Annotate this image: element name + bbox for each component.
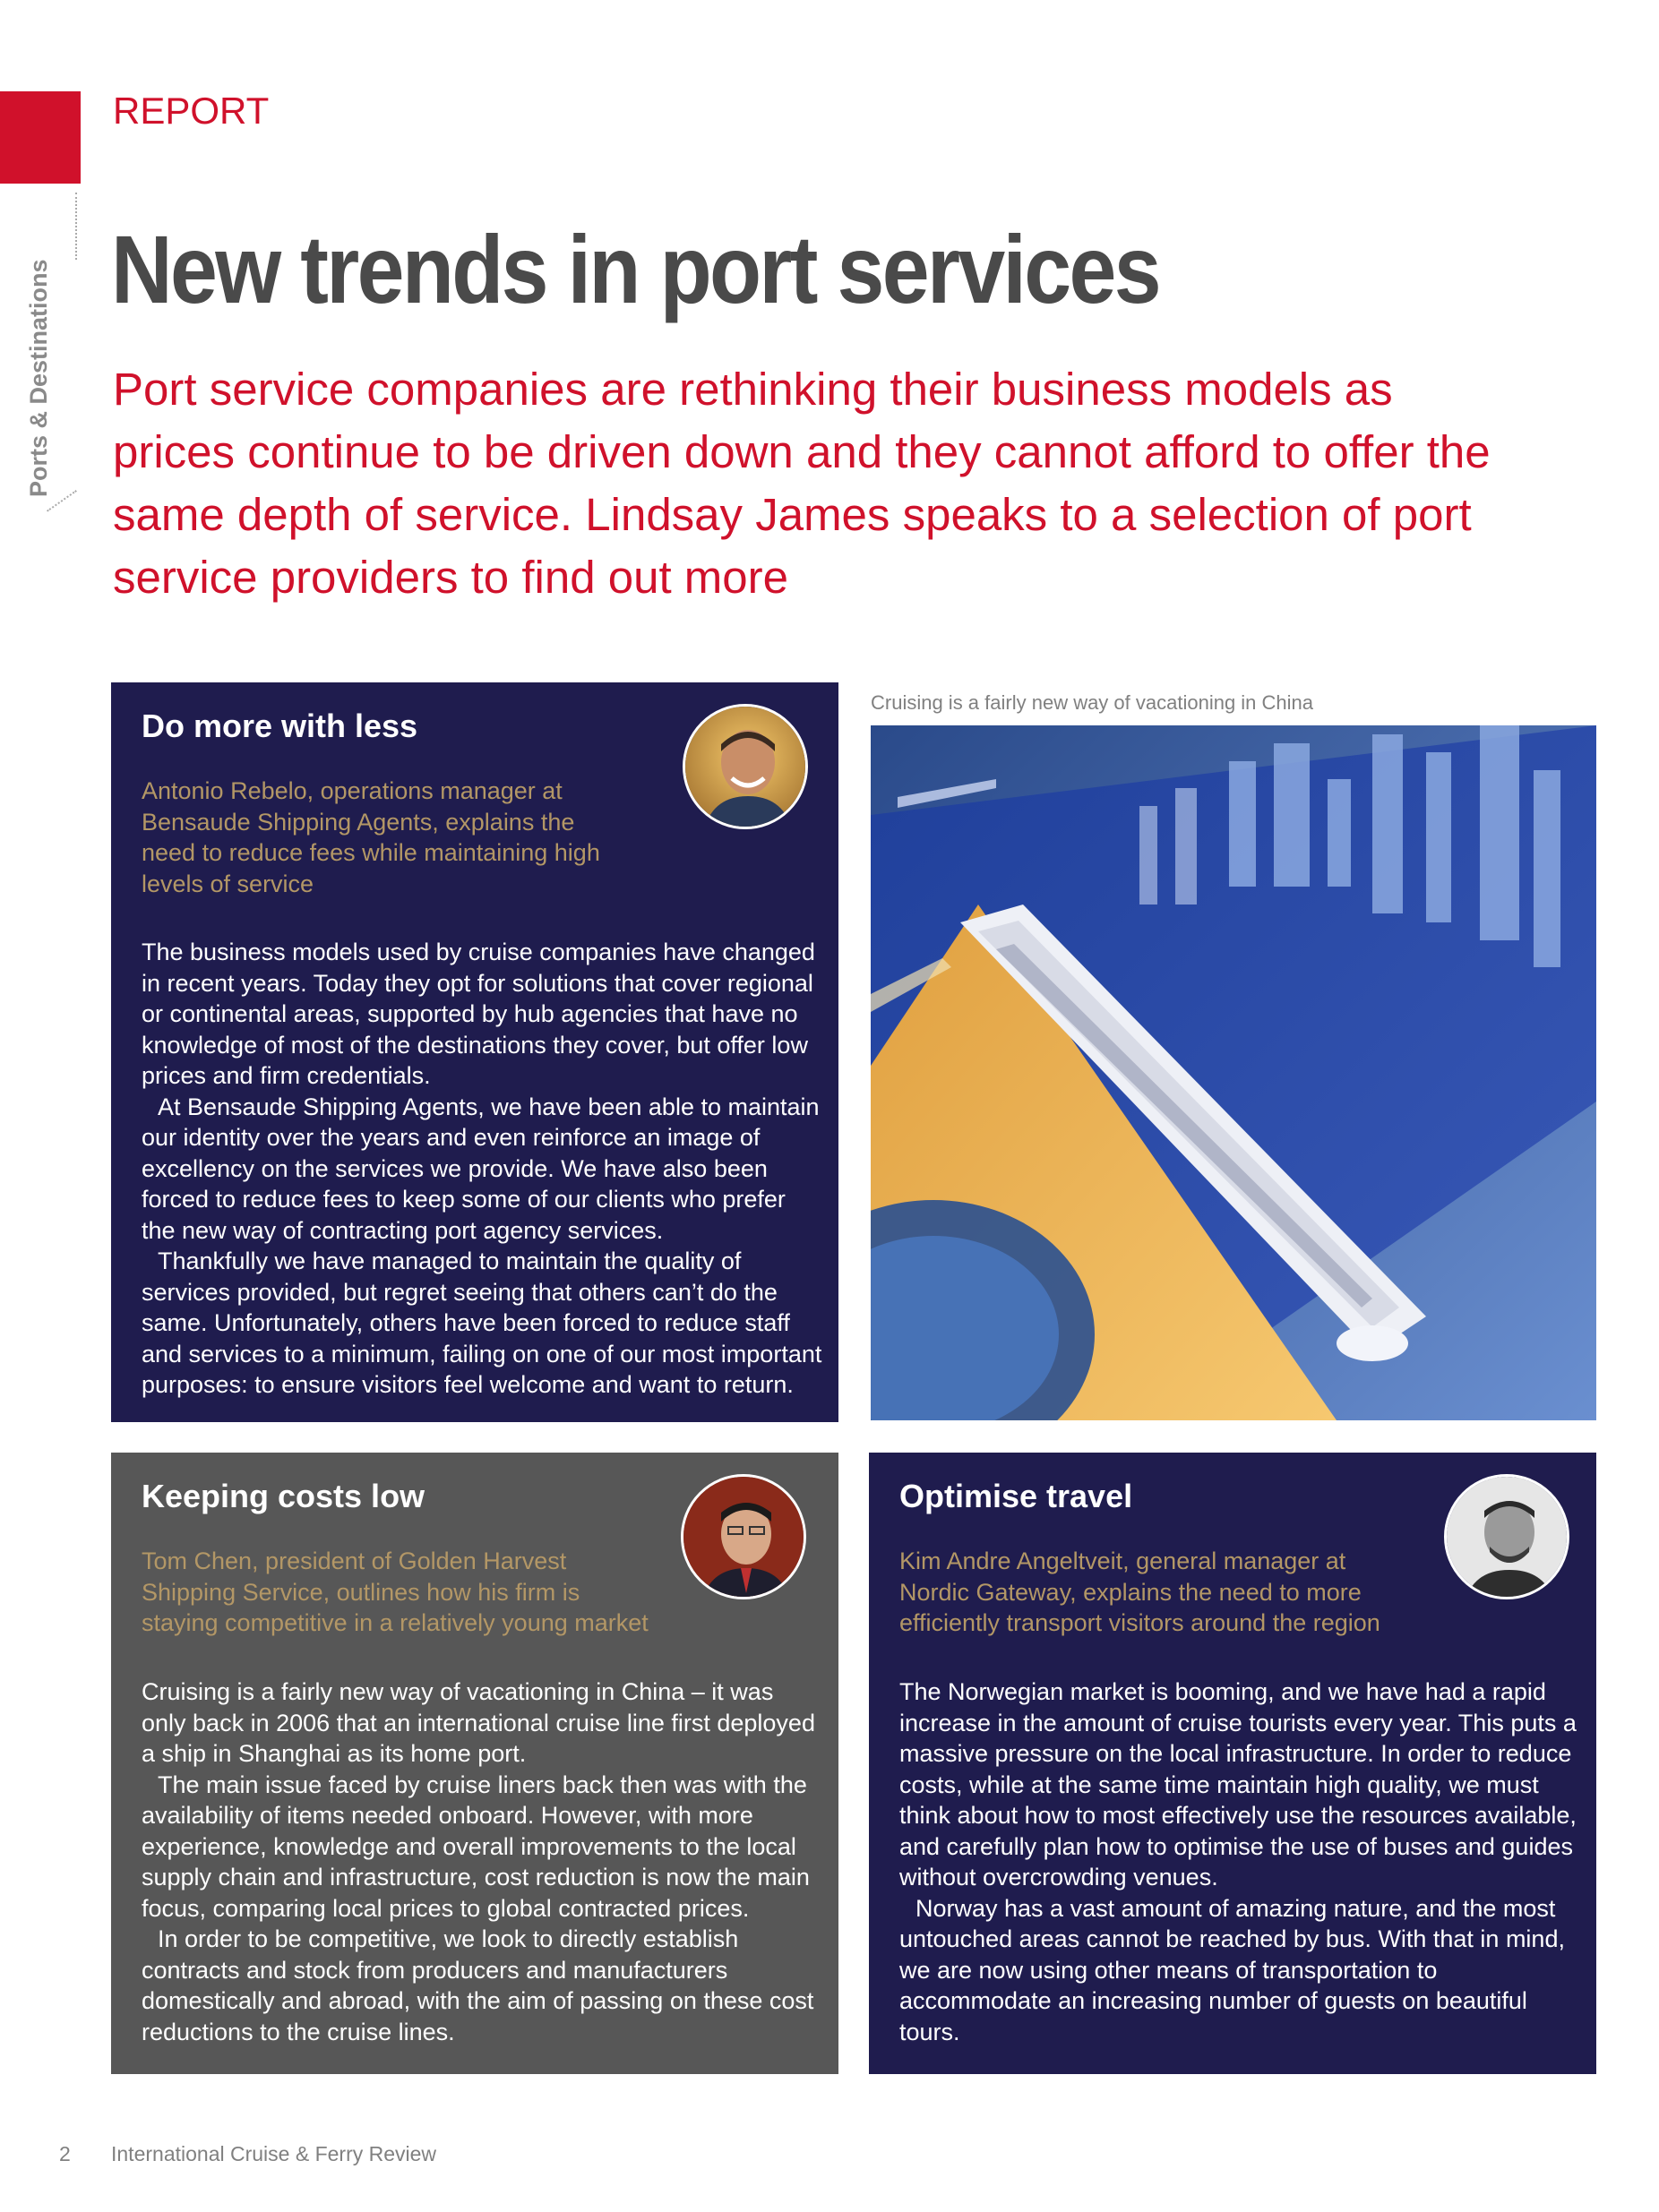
photo-caption: Cruising is a fairly new way of vacationing in China [871,691,1314,714]
portrait-tom-chen [681,1474,806,1599]
page-number: 2 [59,2142,71,2165]
paragraph: Thankfully we have managed to maintain the quality of services provided, but regret seeing that others can’t do the same. Unfortunately, others have been forced to reduce staff and services to a minimum, failing on one of our most important purposes: to ensure visitors feel welcome and want to return. [142,1247,822,1398]
paragraph: The Norwegian market is booming, and we have had a rapid increase in the amount of cruise tourists every year. This puts a massive pressure on the local infrastructure. In order to reduce costs, while at the same time maintain high quality, we must think about how to most effectively use the resources available, and carefully plan how to optimise the use of buses and guides without overcrowding venues. [899,1678,1577,1890]
standfirst: Port service companies are rethinking their business models as prices continue to be driven down and they cannot afford to offer the same depth of service. Lindsay James speaks to a selection of port service providers to find out more [113,364,1491,603]
box-title: Keeping costs low [142,1478,425,1514]
box-body [142,1676,822,2047]
paragraph: In order to be competitive, we look to directly establish contracts and stock from producers and manufacturers domestically and abroad, with the aim of passing on these cost reductions to the cruise lines. [142,1925,814,2045]
sidebar-box-do-more-with-less [111,682,838,1422]
box-title: Optimise travel [899,1478,1133,1514]
side-dotted-line-lower [47,490,91,533]
box-body [899,1676,1580,2047]
box-title: Do more with less [142,707,418,744]
side-dotted-line [75,193,77,260]
paragraph: Norway has a vast amount of amazing nature, and the most untouched areas cannot be reached by bus. With that in mind, we are now using other means of transportation to accommodate an increasing number of guests on beautiful tours. [899,1894,1565,2045]
paragraph: At Bensaude Shipping Agents, we have been able to maintain our identity over the years and even reinforce an image of excellency on the services we provide. We have also been forced to reduce fees to keep some of our clients who prefer the new way of contracting port agency services. [142,1093,820,1244]
box-body [142,937,822,1401]
side-section-label: Ports & Destinations [25,259,52,497]
section-label: REPORT [113,90,270,132]
box-intro: Tom Chen, president of Golden Harvest Shipping Service, outlines how his firm is staying competitive in a relatively young market [142,1548,649,1636]
sidebar-box-keeping-costs-low [111,1453,838,2074]
headline: New trends in port services [111,215,1159,323]
section-color-tab [0,91,81,184]
cruise-ship-photo [871,725,1596,1420]
paragraph: Cruising is a fairly new way of vacationing in China – it was only back in 2006 that an international cruise line first deployed a ship in Shanghai as its home port. [142,1678,815,1767]
portrait-kim-andre-angeltveit [1444,1474,1569,1599]
paragraph: The main issue faced by cruise liners back then was with the availability of items needed onboard. However, with more experience, knowledge and overall improvements to the local supply chain and infrastructure, cost reduction is now the main focus, comparing local prices to global contracted prices. [142,1770,810,1922]
paragraph: The business models used by cruise companies have changed in recent years. Today they opt for solutions that cover regional or continental areas, supported by hub agencies that have no knowledge of most of the destinations they cover, but offer low prices and firm credentials. [142,939,815,1089]
box-intro: Kim Andre Angeltveit, general manager at Nordic Gateway, explains the need to more efficiently transport visitors around the region [899,1548,1380,1636]
box-intro: Antonio Rebelo, operations manager at Bensaude Shipping Agents, explains the need to reduce fees while maintaining high levels of service [142,777,600,897]
publication-name: International Cruise & Ferry Review [111,2142,437,2165]
portrait-antonio-rebelo [683,704,808,829]
sidebar-box-optimise-travel [869,1453,1596,2074]
